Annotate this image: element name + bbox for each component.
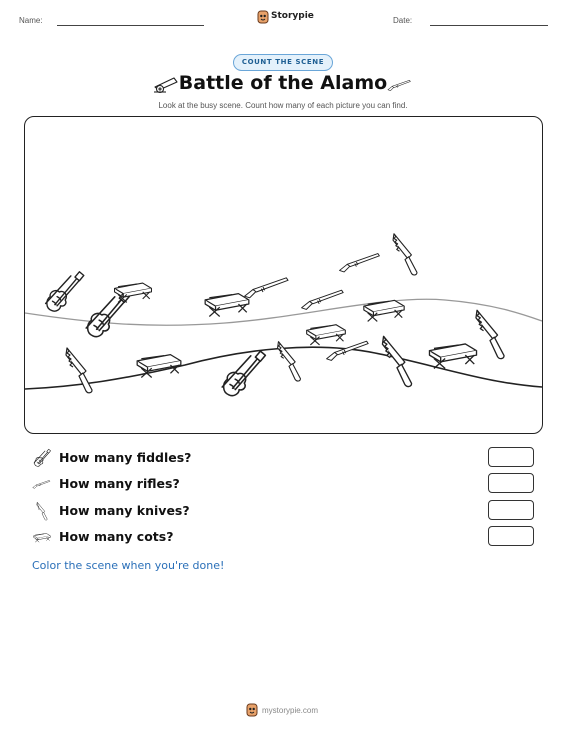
knife-4 [382,336,411,386]
answer-box-knives[interactable] [488,500,534,520]
fiddle-icon [32,448,52,468]
brand-logo [257,10,337,26]
brand-name: Storypie [271,11,314,21]
rifle-title-icon [387,74,413,96]
page-title: Battle of the Alamo [178,72,388,94]
footer-site[interactable]: mystorypie.com [262,706,319,715]
question-row-fiddles [32,447,534,469]
question-text: How many rifles? [59,476,180,491]
fiddle-1 [46,272,84,311]
scene-drawing [25,117,542,433]
date-label: Date: [393,16,413,25]
rifle-2 [302,290,344,309]
rifle-icon [32,474,52,494]
storypie-footer-icon [246,703,258,717]
name-label: Name: [19,16,43,25]
answer-box-rifles[interactable] [488,473,534,493]
activity-badge: COUNT THE SCENE [233,54,333,71]
question-text: How many knives? [59,503,190,518]
cot-2 [205,294,249,317]
cot-6 [429,344,476,369]
rifle-3 [340,254,380,272]
knife-icon [32,501,52,521]
cot-icon [32,527,52,547]
knife-1 [393,234,417,275]
question-row-knives [32,500,534,522]
storypie-logo-icon [257,10,269,24]
knife-5 [476,310,504,358]
name-line[interactable] [57,25,204,26]
question-row-rifles [32,473,534,495]
count-scene [24,116,543,434]
closing-instruction: Color the scene when you're done! [32,559,225,572]
answer-box-fiddles[interactable] [488,447,534,467]
rifle-1 [245,278,288,298]
question-text: How many cots? [59,529,174,544]
cot-4 [307,325,346,345]
fiddle-3 [222,351,265,396]
answer-box-cots[interactable] [488,526,534,546]
instructions: Look at the busy scene. Count how many of each picture you can find. [158,101,408,110]
cot-3 [364,300,404,321]
question-text: How many fiddles? [59,450,192,465]
question-row-cots [32,526,534,548]
date-line[interactable] [430,25,548,26]
